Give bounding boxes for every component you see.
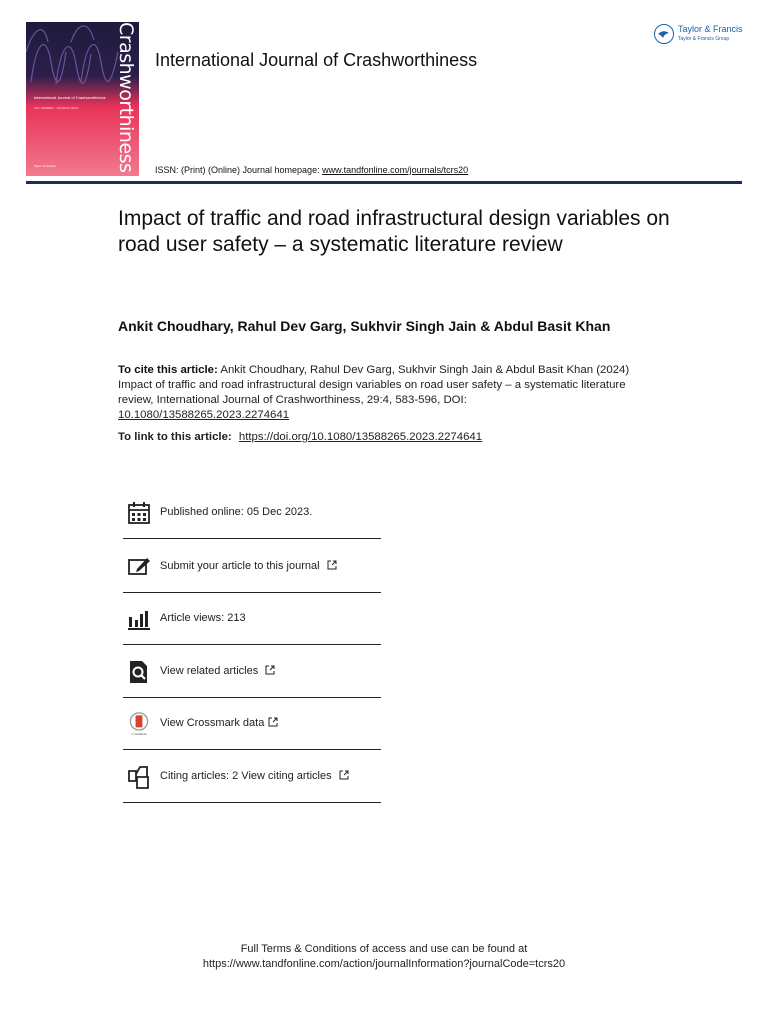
search-document-icon (127, 660, 151, 684)
article-views-text: Article views: 213 (160, 612, 246, 624)
publisher-logo[interactable] (654, 22, 746, 48)
crossmark-row[interactable] (123, 698, 381, 750)
header-divider (26, 181, 742, 184)
journal-homepage-link[interactable]: www.tandfonline.com/journals/tcrs20 (322, 165, 469, 175)
related-articles-text: View related articles (160, 665, 259, 677)
related-articles-label (160, 665, 275, 677)
external-link-icon (339, 770, 349, 780)
submit-article-text: Submit your article to this journal (160, 560, 320, 572)
related-articles-row[interactable] (123, 646, 381, 698)
footer-line-1: Full Terms & Conditions of access and use can be found at (240, 943, 528, 955)
divider (123, 749, 381, 750)
citing-articles-row[interactable] (123, 751, 381, 803)
issn-line (155, 165, 468, 175)
citing-articles-label (160, 770, 349, 782)
article-views-row (123, 593, 381, 645)
divider (123, 644, 381, 645)
footer-terms-link[interactable]: https://www.tandfonline.com/action/journalInformation?journalCode=tcrs20 (202, 958, 566, 970)
cover-title: Crashworthiness (115, 22, 137, 173)
crossmark-label (160, 717, 278, 729)
issn-label: ISSN: (Print) (Online) Journal homepage: (155, 165, 320, 175)
citing-articles-text: Citing articles: 2 View citing articles (160, 770, 332, 782)
link-label: To link to this article: (118, 431, 232, 443)
bar-chart-icon (127, 607, 151, 631)
publisher-logo-icon (654, 24, 674, 44)
citing-documents-icon (127, 765, 151, 789)
cite-doi-link[interactable]: 10.1080/13588265.2023.2274641 (118, 409, 290, 421)
article-title: Impact of traffic and road infrastructural design variables on road user safety – a systematic literature review (118, 207, 670, 256)
external-link-icon (327, 560, 337, 570)
crossmark-text: View Crossmark data (160, 717, 265, 729)
cite-text: Ankit Choudhary, Rahul Dev Garg, Sukhvir Singh Jain & Abdul Basit Khan (2024) Impact of traffic and road infrastructural design variables on road user safety – a systematic literature review, International Journal of Crashworthiness, 29:4, 583-596, DOI: (118, 364, 630, 406)
edit-icon (127, 555, 151, 579)
journal-cover-image (26, 22, 139, 176)
cover-swirl-pattern (26, 22, 121, 92)
article-authors: Ankit Choudhary, Rahul Dev Garg, Sukhvir Singh Jain & Abdul Basit Khan (118, 318, 611, 334)
journal-name: International Journal of Crashworthiness (155, 50, 478, 70)
publisher-name: Taylor & Francis (678, 24, 743, 34)
article-doi-link[interactable]: https://doi.org/10.1080/13588265.2023.2274641 (238, 431, 483, 443)
cover-small-text: VOL NUMBER · JOURNAL INFO (34, 106, 79, 110)
publisher-bird-icon (655, 25, 672, 42)
cite-label: To cite this article: (118, 364, 218, 376)
crossmark-icon (127, 712, 151, 736)
published-online-row (123, 487, 381, 539)
link-line (118, 431, 482, 443)
divider (123, 802, 381, 803)
cover-subtitle: International Journal of Crashworthiness (34, 95, 106, 100)
cover-publisher: Taylor & Francis (34, 164, 56, 168)
submit-article-row[interactable] (123, 541, 381, 593)
divider (123, 538, 381, 539)
crossmark-logo-text: CrossMark (131, 732, 147, 736)
terms-footer (0, 942, 768, 972)
citation-block (118, 363, 638, 423)
external-link-icon (265, 665, 275, 675)
external-link-icon (268, 717, 278, 727)
published-online-text: Published online: 05 Dec 2023. (160, 506, 313, 518)
publisher-group: Taylor & Francis Group (678, 36, 730, 42)
submit-article-label (160, 560, 337, 572)
calendar-icon (127, 501, 151, 525)
